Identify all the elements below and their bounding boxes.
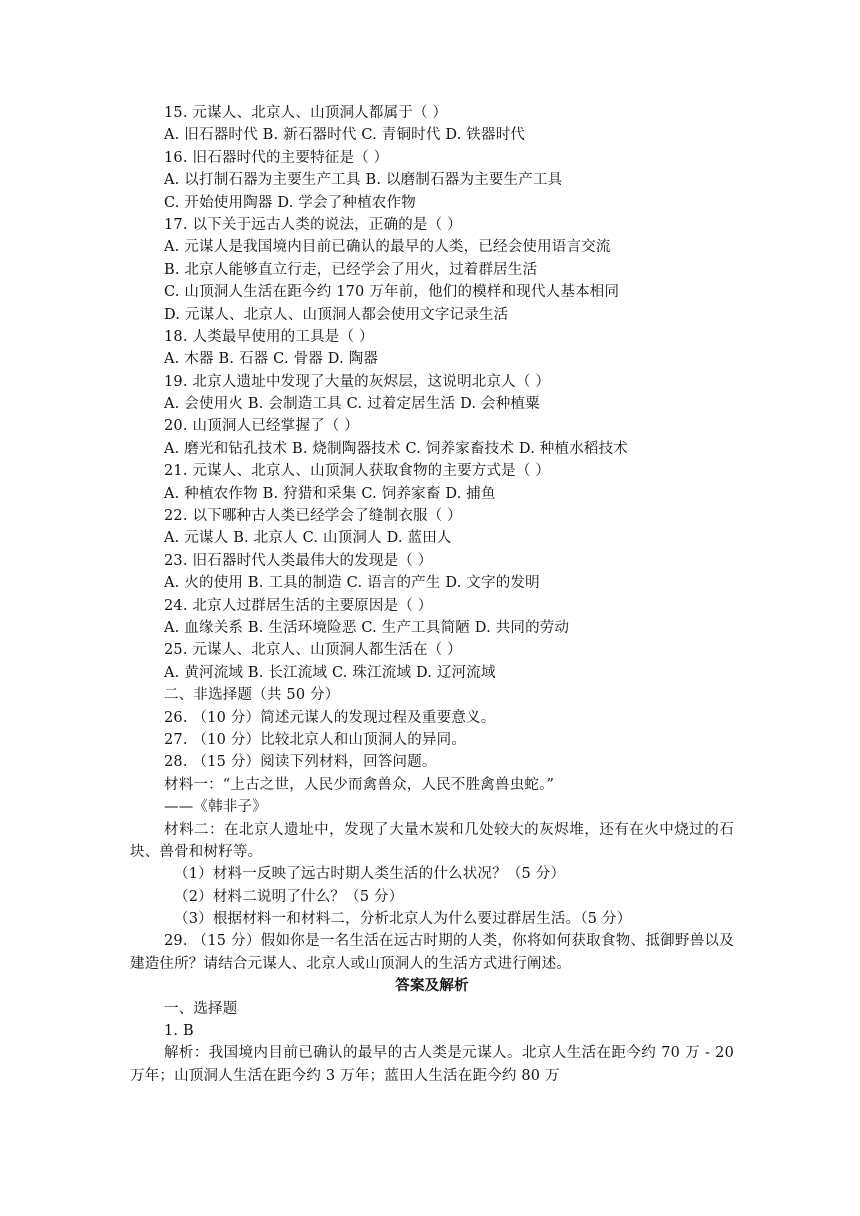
answer-explanation: 解析：我国境内目前已确认的最早的古人类是元谋人。北京人生活在距今约 70 万 - 20 万年；山顶洞人生活在距今约 3 万年；蓝田人生活在距今约 80 万: [130, 1045, 734, 1084]
answer-title: 答案及解析: [395, 977, 469, 995]
text-line: A. 旧石器时代 B. 新石器时代 C. 青铜时代 D. 铁器时代: [164, 127, 526, 144]
text-line: C. 山顶洞人生活在距今约 170 万年前，他们的模样和现代人基本相同: [164, 284, 620, 301]
material-two-paragraph: 材料二：在北京人遗址中，发现了大量木炭和几处较大的灰烬堆，还有在火中烧过的石块、兽骨和树籽等。: [130, 821, 734, 860]
text-line: 18. 人类最早使用的工具是（ ）: [164, 328, 374, 345]
text-line: 24. 北京人过群居生活的主要原因是（ ）: [164, 597, 433, 614]
text-line: B. 北京人能够直立行走，已经学会了用火，过着群居生活: [164, 261, 538, 278]
text-line: D. 元谋人、北京人、山顶洞人都会使用文字记录生活: [164, 306, 509, 323]
sub-question-2: （2）材料二说明了什么？（5 分）: [174, 888, 404, 905]
text-line: A. 元谋人是我国境内目前已确认的最早的人类，已经会使用语言交流: [164, 239, 611, 256]
question-lines: [130, 102, 734, 819]
sub-question-3: （3）根据材料一和材料二，分析北京人为什么要过群居生活。（5 分）: [174, 911, 632, 928]
text-line: 23. 旧石器时代人类最伟大的发现是（ ）: [164, 552, 433, 569]
text-line: 17. 以下关于远古人类的说法，正确的是（ ）: [164, 216, 462, 233]
question-29-paragraph: 29. （15 分）假如你是一名生活在远古时期的人类，你将如何获取食物、抵御野兽以及建造住所？请结合元谋人、北京人或山顶洞人的生活方式进行阐述。: [130, 933, 734, 972]
text-line: A. 木器 B. 石器 C. 骨器 D. 陶器: [164, 351, 379, 368]
text-line: 27. （10 分）比较北京人和山顶洞人的异同。: [164, 731, 467, 748]
text-line: A. 黄河流域 B. 长江流域 C. 珠江流域 D. 辽河流域: [164, 664, 496, 681]
text-line: 22. 以下哪种古人类已经学会了缝制衣服（ ）: [164, 508, 462, 525]
text-line: 28. （15 分）阅读下列材料，回答问题。: [164, 754, 437, 771]
text-line: 26. （10 分）简述元谋人的发现过程及重要意义。: [164, 709, 496, 726]
text-line: ——《韩非子》: [164, 799, 267, 816]
answer-section-heading: 一、选择题: [164, 1000, 238, 1017]
text-line: 二、非选择题（共 50 分）: [164, 687, 340, 704]
text-line: A. 元谋人 B. 北京人 C. 山顶洞人 D. 蓝田人: [164, 530, 452, 547]
text-line: 材料一：“上古之世，人民少而禽兽众，人民不胜禽兽虫蛇。”: [164, 776, 555, 793]
text-line: A. 火的使用 B. 工具的制造 C. 语言的产生 D. 文字的发明: [164, 575, 540, 592]
text-line: 15. 元谋人、北京人、山顶洞人都属于（ ）: [164, 105, 448, 121]
text-line: A. 种植农作物 B. 狩猎和采集 C. 饲养家畜 D. 捕鱼: [164, 485, 496, 502]
text-line: A. 磨光和钻孔技术 B. 烧制陶器技术 C. 饲养家畜技术 D. 种植水稻技术: [164, 440, 629, 457]
text-line: 21. 元谋人、北京人、山顶洞人获取食物的主要方式是（ ）: [164, 463, 551, 480]
answer-item-1: 1. B: [164, 1023, 194, 1040]
text-line: 20. 山顶洞人已经掌握了（ ）: [164, 418, 359, 435]
text-line: 19. 北京人遗址中发现了大量的灰烬层，这说明北京人（ ）: [164, 373, 551, 390]
text-line: A. 血缘关系 B. 生活环境险恶 C. 生产工具简陋 D. 共同的劳动: [164, 619, 570, 636]
text-line: 25. 元谋人、北京人、山顶洞人都生活在（ ）: [164, 642, 462, 659]
text-line: A. 会使用火 B. 会制造工具 C. 过着定居生活 D. 会种植粟: [164, 396, 540, 413]
text-line: 16. 旧石器时代的主要特征是（ ）: [164, 149, 389, 166]
text-line: A. 以打制石器为主要生产工具 B. 以磨制石器为主要生产工具: [164, 172, 563, 189]
text-line: C. 开始使用陶器 D. 学会了种植农作物: [164, 194, 416, 211]
document-page: [130, 102, 734, 1087]
sub-question-1: （1）材料一反映了远古时期人类生活的什么状况？（5 分）: [174, 866, 566, 883]
